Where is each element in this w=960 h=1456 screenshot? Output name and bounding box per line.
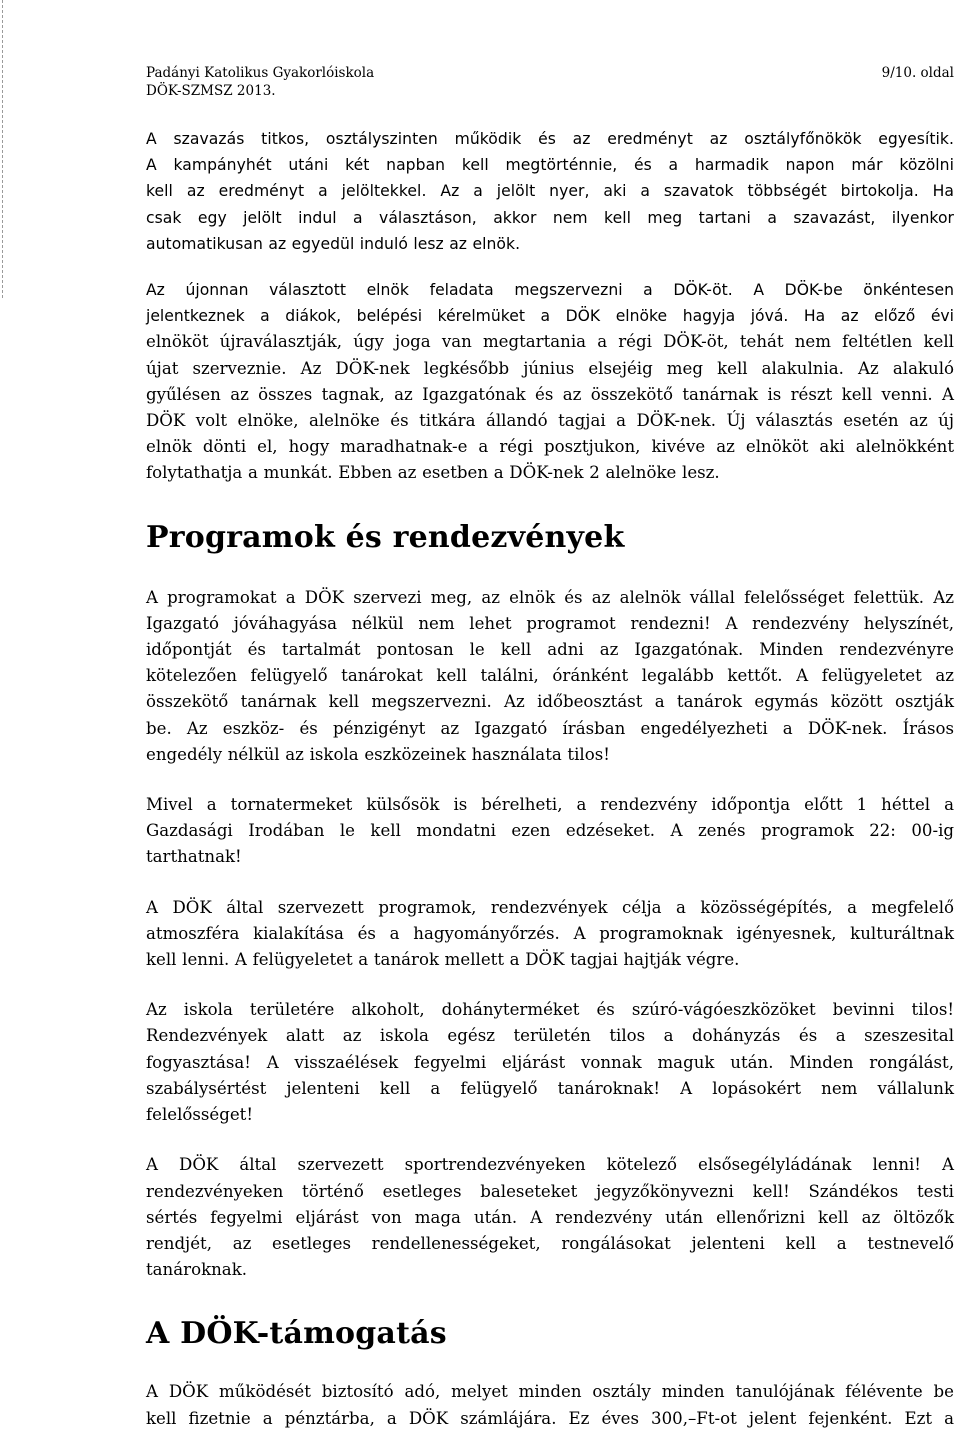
paragraph-line: A DÖK által szervezett programok, rendezvények célja a közösségépítés, a megfelelő bbox=[146, 897, 954, 917]
section-heading-support: A DÖK-támogatás bbox=[146, 1316, 447, 1352]
paragraph-programs-organization bbox=[146, 585, 954, 768]
paragraph-line: automatikusan az egyedül induló lesz az elnök. bbox=[146, 234, 521, 253]
paragraph-line: tanároknak. bbox=[146, 1260, 248, 1280]
paragraph-line: Az újonnan választott elnök feladata megszervezni a DÖK-öt. A DÖK-be önkéntesen bbox=[146, 281, 954, 300]
paragraph-line: Igazgató jóváhagyása nélkül nem lehet programot rendezni! A rendezvény helyszínét, bbox=[146, 613, 954, 633]
paragraph-line: A DÖK által szervezett sportrendezvényeken kötelező elsősegélyládának lenni! A bbox=[146, 1155, 954, 1175]
paragraph-line: folytathatja a munkát. Ebben az esetben a DÖK-nek 2 alelnöke lesz. bbox=[146, 463, 720, 483]
paragraph-line: elnököt újraválasztják, úgy joga van megtartania a régi DÖK-öt, tehát nem feltétlen kell bbox=[146, 332, 954, 352]
paragraph-line: rendezvényeken történő esetleges baleseteket jegyzőkönyvezni kell! Szándékos testi bbox=[146, 1181, 954, 1201]
paragraph-line: tarthatnak! bbox=[146, 847, 242, 867]
paragraph-election bbox=[146, 126, 954, 257]
paragraph-line: Mivel a tornatermeket külsősök is bérelheti, a rendezvény időpontja előtt 1 héttel a bbox=[146, 795, 954, 815]
paragraph-line: A programokat a DÖK szervezi meg, az elnök és az alelnök vállal felelősséget felettük. Az bbox=[146, 587, 954, 607]
header-page-number: 9/10. oldal bbox=[881, 65, 954, 81]
document-page bbox=[146, 60, 954, 1456]
paragraph-line: rendjét, az esetleges rendellenességeket, rongálásokat jelenteni kell a testnevelő bbox=[146, 1233, 954, 1253]
paragraph-line: újat szerveznie. Az DÖK-nek legkésőbb június elsejéig meg kell alakulnia. Az alakuló bbox=[146, 358, 954, 378]
paragraph-line: kell az eredményt a jelöltekkel. Az a jelölt nyer, aki a szavatok többségét birtokolja. Ha bbox=[146, 182, 954, 201]
header-document-id: DÖK-SZMSZ 2013. bbox=[146, 83, 276, 99]
paragraph-line: A szavazás titkos, osztályszinten működik és az eredményt az osztályfőnökök egyesítik. bbox=[146, 130, 954, 148]
paragraph-line: összekötő tanárnak kell megszervezni. Az időbeosztást a tanárok egymás között osztják bbox=[146, 692, 954, 712]
header-left bbox=[146, 64, 374, 100]
margin-rule bbox=[2, 0, 3, 298]
paragraph-line: felelősséget! bbox=[146, 1105, 254, 1125]
paragraph-line: Rendezvények alatt az iskola egész területén tilos a dohányzás és a szeszesital bbox=[146, 1026, 954, 1046]
paragraph-line: engedély nélkül az iskola eszközeinek használata tilos! bbox=[146, 744, 610, 764]
paragraph-line: gyűlésen az összes tagnak, az Igazgatónak és az összekötő tanárnak is részt kell venni. A bbox=[146, 384, 954, 404]
page-header bbox=[146, 60, 954, 100]
paragraph-line: fogyasztása! A visszaélések fegyelmi eljárást vonnak maguk után. Minden rongálást, bbox=[146, 1052, 954, 1072]
paragraph-sport-events bbox=[146, 1152, 954, 1283]
paragraph-line: be. Az eszköz- és pénzigényt az Igazgató írásban engedélyezheti a DÖK-nek. Írásos bbox=[146, 718, 954, 738]
paragraph-line: kell lenni. A felügyeletet a tanárok mellett a DÖK tagjai hajtják végre. bbox=[146, 950, 740, 970]
paragraph-line: atmoszféra kialakítása és a hagyományőrzés. A programoknak igényesnek, kulturáltnak bbox=[146, 923, 954, 943]
paragraph-line: DÖK volt elnöke, alelnöke és titkára állandó tagjai a DÖK-nek. Új választás esetén az új bbox=[146, 411, 954, 431]
paragraph-line: csak egy jelölt indul a választáson, akkor nem kell meg tartani a szavazást, ilyenkor bbox=[146, 208, 954, 227]
header-school-name: Padányi Katolikus Gyakorlóiskola bbox=[146, 65, 375, 81]
paragraph-line: kötelezően felügyelő tanárokat kell találni, óránként legalább kettőt. A felügyeletet az bbox=[146, 666, 954, 686]
paragraph-program-goals bbox=[146, 895, 954, 974]
paragraph-line: kell fizetnie a pénztárba, a DÖK számlájára. Ez éves 300,–Ft-ot jelent fejenként. Ezt a bbox=[146, 1408, 954, 1428]
paragraph-line: időpontját és tartalmát pontosan le kell adni az Igazgatónak. Minden rendezvényre bbox=[146, 640, 954, 660]
paragraph-new-president bbox=[146, 277, 954, 487]
paragraph-line: sértés fegyelmi eljárást von maga után. A rendezvény után ellenőrizni kell az öltözők bbox=[146, 1207, 954, 1227]
paragraph-line: A kampányhét utáni két napban kell megtörténnie, és a harmadik napon már közölni bbox=[146, 156, 954, 175]
paragraph-line: Az iskola területére alkoholt, dohányterméket és szúró-vágóeszközöket bevinni tilos! bbox=[146, 1000, 954, 1020]
section-heading-programs: Programok és rendezvények bbox=[146, 519, 625, 555]
paragraph-prohibitions bbox=[146, 997, 954, 1128]
paragraph-gym-booking bbox=[146, 792, 954, 871]
paragraph-line: szabálysértést jelenteni kell a felügyelő tanároknak! A lopásokért nem vállalunk bbox=[146, 1078, 954, 1098]
paragraph-line: elnök dönti el, hogy maradhatnak-e a régi posztjukon, kivéve az elnököt aki alelnökként bbox=[146, 437, 954, 457]
paragraph-support-fee bbox=[146, 1379, 954, 1431]
paragraph-line: jelentkeznek a diákok, belépési kérelmüket a DÖK elnöke hagyja jóvá. Ha az előző évi bbox=[146, 307, 954, 326]
paragraph-line: Gazdasági Irodában le kell mondatni ezen edzéseket. A zenés programok 22: 00-ig bbox=[146, 821, 954, 841]
paragraph-line: A DÖK működését biztosító adó, melyet minden osztály minden tanulójának félévente be bbox=[146, 1382, 954, 1402]
intro-section bbox=[146, 126, 954, 257]
